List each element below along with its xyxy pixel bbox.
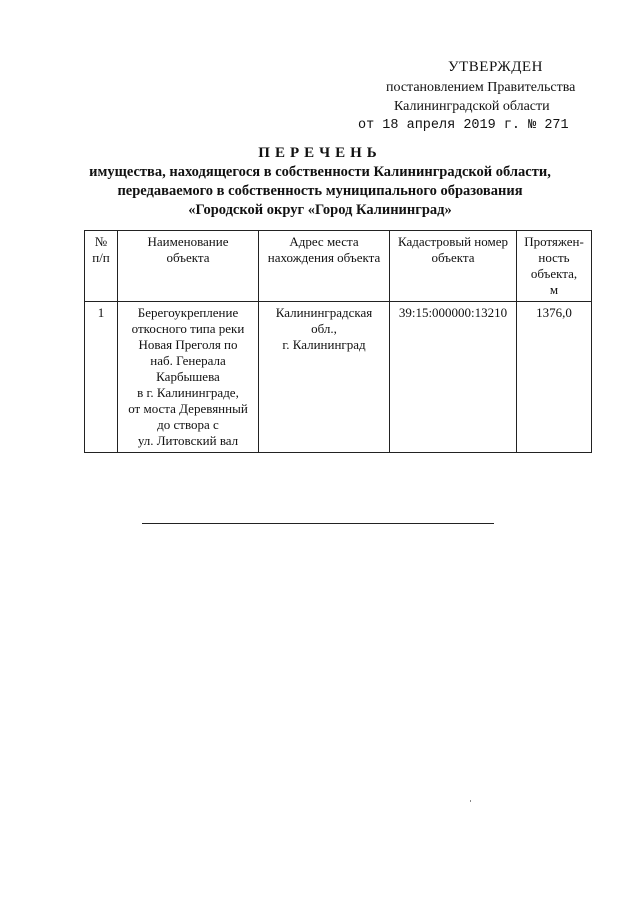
cell-name — [118, 302, 259, 453]
name-line: наб. Генерала — [150, 353, 226, 368]
title-line-3: «Городской округ «Город Калининград» — [188, 202, 452, 218]
header-name — [118, 231, 259, 302]
closing-line — [142, 523, 494, 524]
name-line: откосного типа реки — [131, 321, 245, 336]
name-line: Берегоукрепление — [137, 305, 239, 320]
header-length-line-3: объекта, — [530, 266, 578, 281]
header-name-line-2: объекта — [166, 250, 210, 265]
header-num — [85, 231, 118, 302]
header-num-line-1: № — [94, 234, 108, 249]
header-length — [517, 231, 592, 302]
header-length-line-4: м — [549, 282, 559, 297]
document-title — [0, 144, 640, 220]
property-table — [84, 230, 592, 453]
table-row — [85, 302, 592, 453]
cell-length: 1376,0 — [517, 302, 592, 453]
header-length-line-2: ность — [538, 250, 570, 265]
address-line: Калининградская — [275, 305, 373, 320]
header-cadastral-line-1: Кадастровый номер — [397, 234, 509, 249]
header-address-line-2: нахождения объекта — [267, 250, 381, 265]
table-header-row — [85, 231, 592, 302]
header-length-line-1: Протяжен- — [524, 234, 584, 249]
approval-line-2: Калининградской области — [394, 99, 550, 114]
name-line: Новая Преголя по — [138, 337, 238, 352]
name-line: до створа с — [157, 417, 219, 432]
cell-cadastral: 39:15:000000:13210 — [390, 302, 517, 453]
address-line: обл., — [311, 321, 337, 336]
header-name-line-1: Наименование — [147, 234, 229, 249]
title-line-1: имущества, находящегося в собственности Калининградской области, — [89, 164, 551, 180]
header-num-line-2: п/п — [92, 250, 110, 265]
scan-speck — [470, 800, 471, 802]
header-cadastral-line-2: объекта — [431, 250, 475, 265]
name-line: Карбышева — [156, 369, 220, 384]
cell-address — [259, 302, 390, 453]
header-cadastral — [390, 231, 517, 302]
cell-num: 1 — [85, 302, 118, 453]
name-line: в г. Калининграде, — [137, 385, 239, 400]
address-line: г. Калининград — [282, 337, 366, 352]
title-word: ПЕРЕЧЕНЬ — [258, 145, 382, 161]
title-line-2: передаваемого в собственность муниципального образования — [117, 183, 523, 199]
header-address-line-1: Адрес места — [289, 234, 359, 249]
approval-heading: УТВЕРЖДЕН — [448, 59, 543, 75]
header-address — [259, 231, 390, 302]
approval-line-1: постановлением Правительства — [386, 80, 576, 95]
name-line: от моста Деревянный — [128, 401, 248, 416]
name-line: ул. Литовский вал — [137, 433, 239, 448]
approval-date-line: от 18 апреля 2019 г. № 271 — [358, 118, 569, 133]
